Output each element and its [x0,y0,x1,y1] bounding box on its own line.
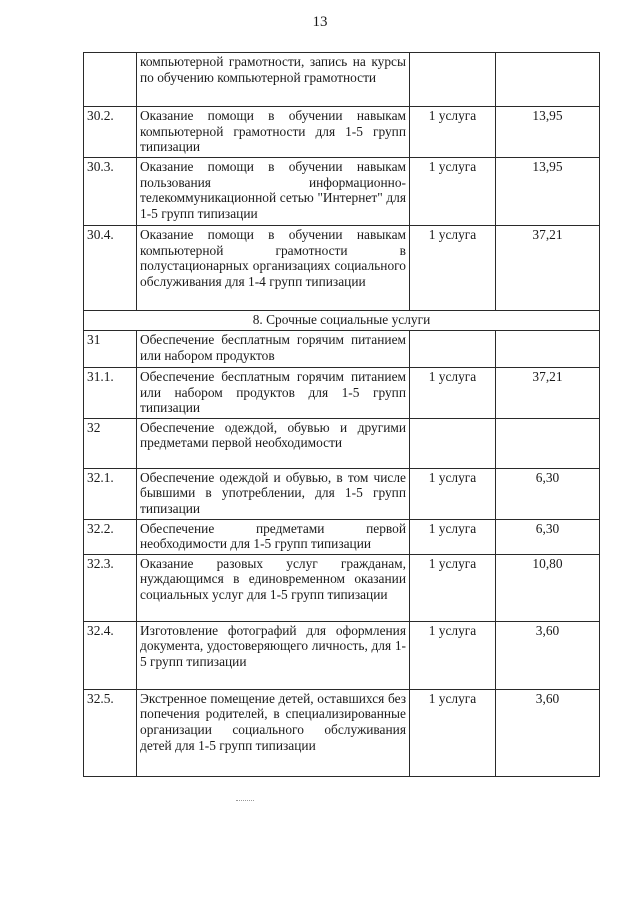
service-unit: 1 услуга [410,519,496,554]
service-unit: 1 услуга [410,107,496,158]
service-price: 6,30 [496,468,600,519]
table-row [84,418,600,468]
service-name: компьютерной грамотности, запись на курсы по обучению компьютерной грамотности [137,53,410,107]
section-row [84,311,600,331]
service-name: Оказание помощи в обучении навыкам пользования информационно-телекоммуникационной сетью "Интернет" для 1-5 групп типизации [137,158,410,226]
table-row [84,368,600,419]
service-unit [410,53,496,107]
item-number: 30.2. [84,107,137,158]
service-price: 6,30 [496,519,600,554]
service-unit [410,331,496,368]
service-price: 13,95 [496,107,600,158]
table-row [84,331,600,368]
table-row [84,107,600,158]
service-name: Обеспечение предметами первой необходимости для 1-5 групп типизации [137,519,410,554]
service-unit [410,418,496,468]
services-tariff-table [83,52,600,777]
service-price: 37,21 [496,368,600,419]
service-price: 3,60 [496,621,600,689]
item-number: 31 [84,331,137,368]
service-name: Экстренное помещение детей, оставшихся без попечения родителей, в специализированные организации социального обслуживания детей для 1-5 групп типизации [137,689,410,776]
item-number: 31.1. [84,368,137,419]
service-name: Оказание помощи в обучении навыкам компьютерной грамотности для 1-5 групп типизации [137,107,410,158]
table-row [84,226,600,311]
section-title: 8. Срочные социальные услуги [84,311,600,331]
service-unit: 1 услуга [410,468,496,519]
table-row [84,621,600,689]
service-price: 37,21 [496,226,600,311]
service-price: 10,80 [496,554,600,621]
table-row [84,554,600,621]
service-price: 13,95 [496,158,600,226]
service-name: Оказание разовых услуг гражданам, нуждающимся в единовременном оказании социальных услуг для 1-5 групп типизации [137,554,410,621]
service-unit: 1 услуга [410,226,496,311]
service-price: 3,60 [496,689,600,776]
service-unit: 1 услуга [410,621,496,689]
item-number: 32.2. [84,519,137,554]
item-number: 32.3. [84,554,137,621]
service-name: Обеспечение одеждой и обувью, в том числе бывшими в употреблении, для 1-5 групп типизации [137,468,410,519]
table-row [84,519,600,554]
service-price [496,418,600,468]
service-unit: 1 услуга [410,689,496,776]
table-row [84,468,600,519]
service-name: Изготовление фотографий для оформления документа, удостоверяющего личность, для 1-5 групп типизации [137,621,410,689]
item-number: 32.1. [84,468,137,519]
service-price [496,53,600,107]
service-name: Оказание помощи в обучении навыкам компьютерной грамотности в полустационарных организациях социального обслуживания для 1-4 групп типизации [137,226,410,311]
table-row [84,689,600,776]
service-unit: 1 услуга [410,368,496,419]
item-number: 32.4. [84,621,137,689]
item-number: 30.3. [84,158,137,226]
service-name: Обеспечение бесплатным горячим питанием или набором продуктов для 1-5 групп типизации [137,368,410,419]
table-row [84,53,600,107]
footer-mark [236,800,254,801]
service-unit: 1 услуга [410,158,496,226]
table-row [84,158,600,226]
service-unit: 1 услуга [410,554,496,621]
service-name: Обеспечение одеждой, обувью и другими предметами первой необходимости [137,418,410,468]
table-body [84,53,600,777]
service-price [496,331,600,368]
item-number [84,53,137,107]
page-number: 13 [312,14,328,30]
service-name: Обеспечение бесплатным горячим питанием или набором продуктов [137,331,410,368]
item-number: 32 [84,418,137,468]
item-number: 32.5. [84,689,137,776]
item-number: 30.4. [84,226,137,311]
